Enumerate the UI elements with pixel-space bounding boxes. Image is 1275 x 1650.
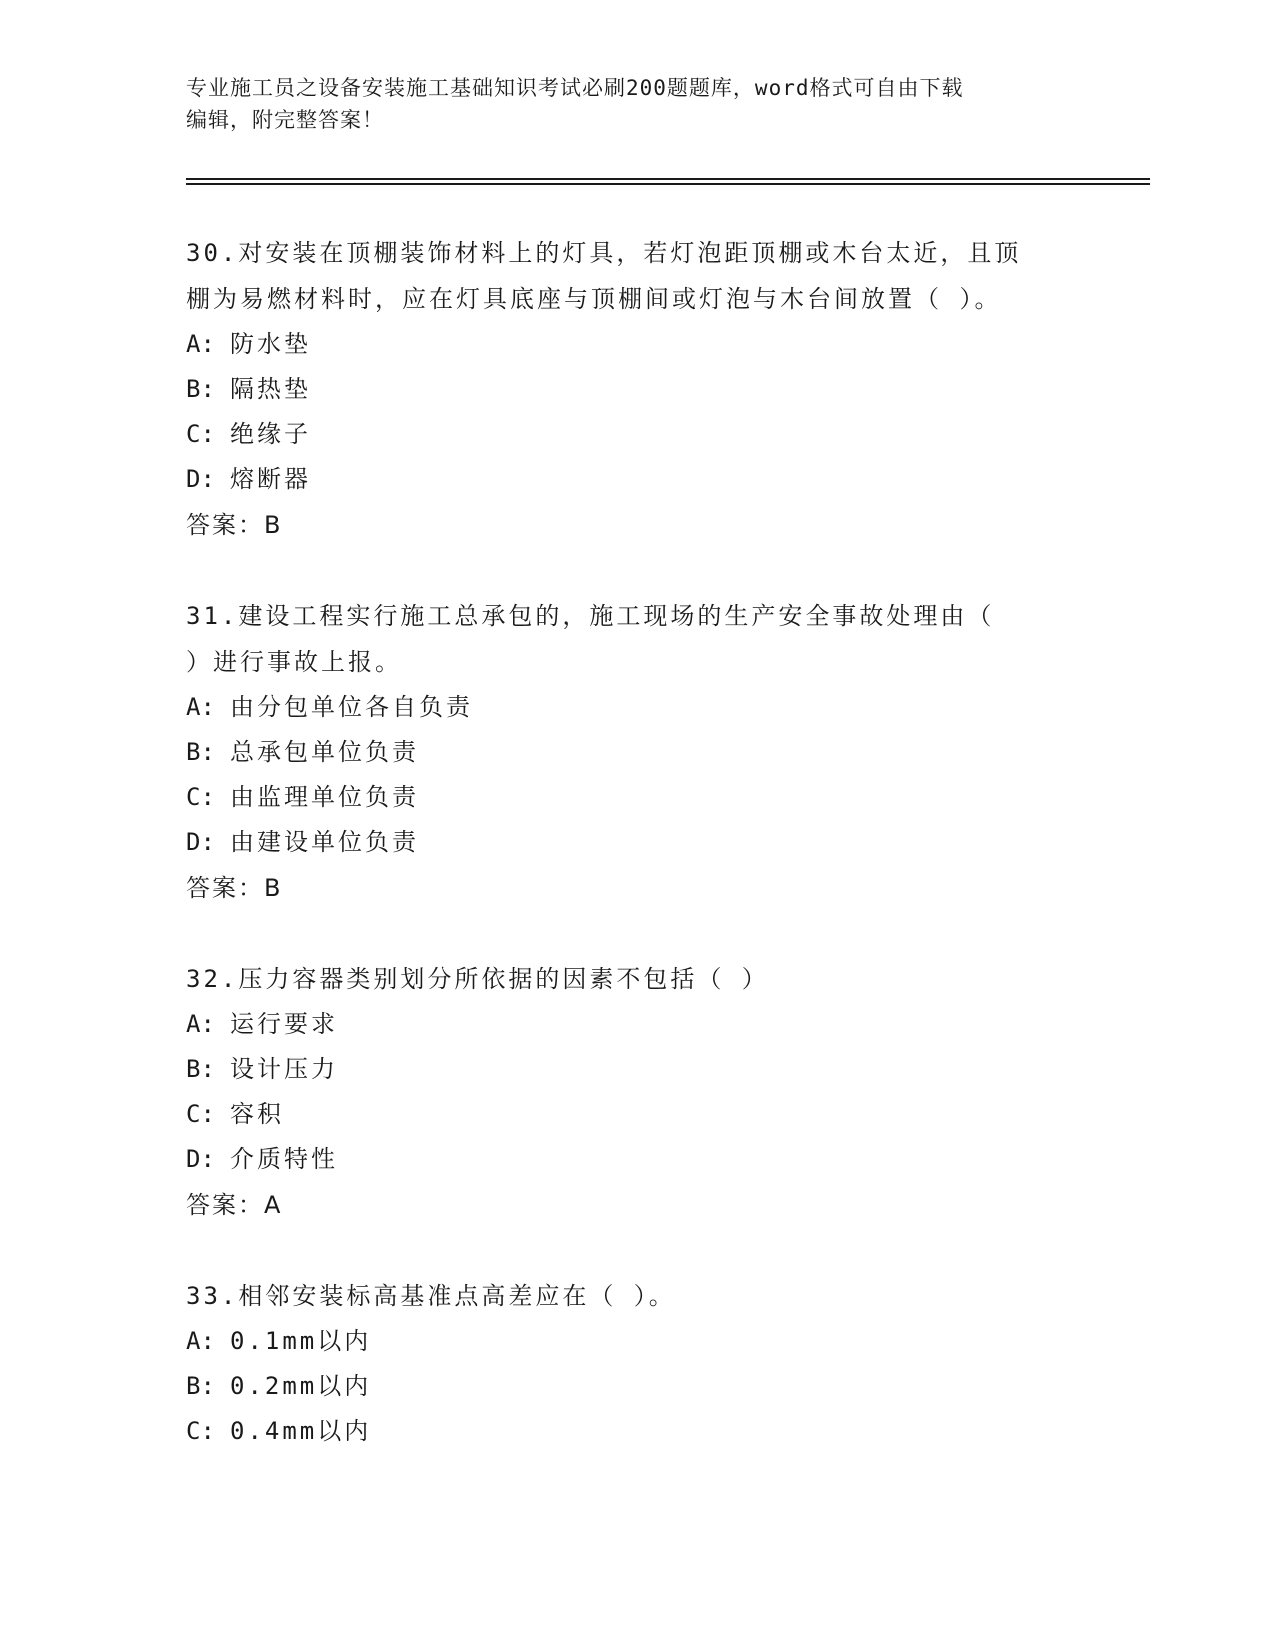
option-text: 防水垫 — [230, 330, 311, 358]
option-text: 总承包单位负责 — [230, 738, 419, 766]
option-b — [186, 1364, 1086, 1409]
option-text: 熔断器 — [230, 465, 311, 493]
option-d — [186, 820, 1086, 865]
option-key: B: — [186, 1372, 215, 1400]
question-stem-line: 31.建设工程实行施工总承包的，施工现场的生产安全事故处理由（ — [186, 602, 995, 630]
answer-line: 答案：A — [186, 1191, 283, 1219]
header-divider-top — [186, 178, 1150, 180]
option-key: D: — [186, 1145, 215, 1173]
option-b — [186, 730, 1086, 775]
option-text: 0.2mm以内 — [230, 1372, 372, 1400]
option-d — [186, 457, 1086, 502]
question-stem-line: 32.压力容器类别划分所依据的因素不包括（ ） — [186, 965, 769, 993]
question-stem-line: 30.对安装在顶棚装饰材料上的灯具，若灯泡距顶棚或木台太近，且顶 — [186, 239, 1022, 267]
question-32 — [186, 956, 1086, 1228]
question-33 — [186, 1273, 1086, 1454]
question-30 — [186, 230, 1086, 548]
option-d — [186, 1137, 1086, 1182]
option-text: 0.1mm以内 — [230, 1327, 372, 1355]
option-key: B: — [186, 1055, 215, 1083]
option-key: B: — [186, 738, 215, 766]
option-text: 0.4mm以内 — [230, 1417, 372, 1445]
option-text: 容积 — [230, 1100, 284, 1128]
option-key: B: — [186, 375, 215, 403]
option-key: A: — [186, 330, 215, 358]
option-text: 由监理单位负责 — [230, 783, 419, 811]
question-stem-line: ）进行事故上报。 — [186, 648, 402, 676]
option-text: 设计压力 — [230, 1055, 338, 1083]
option-c — [186, 412, 1086, 457]
option-c — [186, 775, 1086, 820]
option-text: 由分包单位各自负责 — [230, 693, 473, 721]
option-text: 运行要求 — [230, 1010, 338, 1038]
option-key: A: — [186, 1010, 215, 1038]
option-text: 介质特性 — [230, 1145, 338, 1173]
header-line-2: 编辑，附完整答案！ — [186, 108, 384, 132]
option-a — [186, 685, 1086, 730]
option-a — [186, 1002, 1086, 1047]
option-key: D: — [186, 828, 215, 856]
option-c — [186, 1092, 1086, 1137]
option-key: C: — [186, 420, 215, 448]
option-key: A: — [186, 693, 215, 721]
option-key: C: — [186, 1417, 215, 1445]
option-a — [186, 322, 1086, 367]
option-text: 隔热垫 — [230, 375, 311, 403]
option-key: C: — [186, 1100, 215, 1128]
question-stem-line: 棚为易燃材料时，应在灯具底座与顶棚间或灯泡与木台间放置（ ）。 — [186, 285, 1002, 313]
option-text: 由建设单位负责 — [230, 828, 419, 856]
option-text: 绝缘子 — [230, 420, 311, 448]
option-b — [186, 1047, 1086, 1092]
question-31 — [186, 593, 1086, 911]
header-line-1: 专业施工员之设备安装施工基础知识考试必刷200题题库，word格式可自由下载 — [186, 76, 964, 100]
option-key: A: — [186, 1327, 215, 1355]
header-divider-bottom — [186, 183, 1150, 185]
option-key: C: — [186, 783, 215, 811]
question-stem-line: 33.相邻安装标高基准点高差应在（ ）。 — [186, 1282, 676, 1310]
option-c — [186, 1409, 1086, 1454]
answer-line: 答案：B — [186, 511, 283, 539]
option-b — [186, 367, 1086, 412]
option-a — [186, 1319, 1086, 1364]
document-header — [186, 72, 1086, 136]
option-key: D: — [186, 465, 215, 493]
answer-line: 答案：B — [186, 874, 283, 902]
